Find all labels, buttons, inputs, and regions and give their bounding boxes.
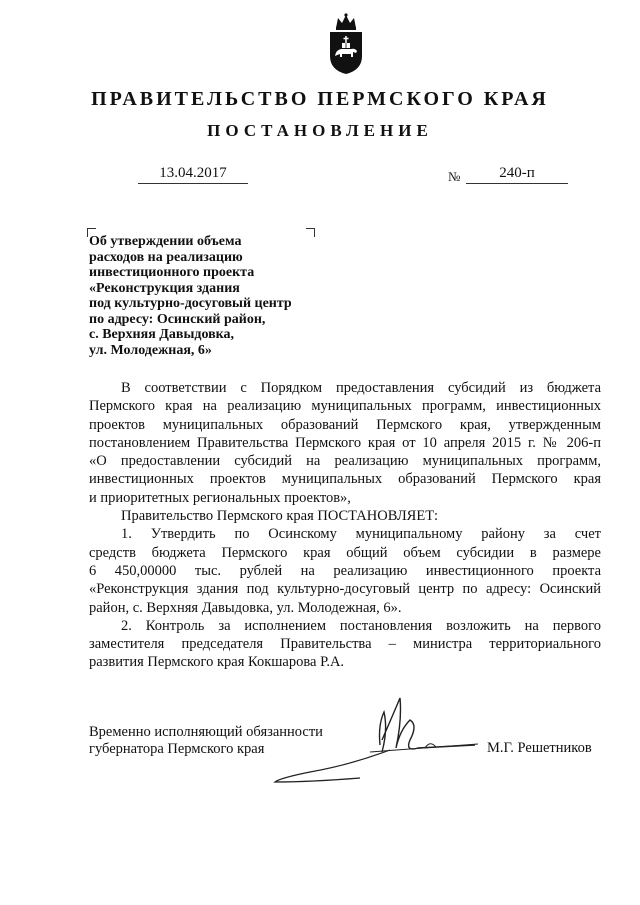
item-2-paragraph: [89, 617, 601, 672]
government-title: ПРАВИТЕЛЬСТВО ПЕРМСКОГО КРАЯ: [91, 88, 549, 110]
body-line: 6 450,00000 тыс. рублей на реализацию инвестиционного проекта: [89, 562, 601, 579]
decree-subject: [89, 234, 329, 358]
subject-line: расходов на реализацию: [89, 249, 243, 265]
subject-line: ул. Молодежная, 6»: [89, 342, 212, 358]
body-line: В соответствии с Порядком предоставления субсидий из бюджета: [121, 380, 601, 396]
body-line: постановлением Правительства Пермского края от 10 апреля 2015 г. № 206-п: [89, 434, 601, 451]
body-line: проектов муниципальных образований Пермского края, утвержденным: [89, 416, 601, 433]
resolution-clause: Правительство Пермского края ПОСТАНОВЛЯЕТ:: [121, 508, 439, 525]
subject-line: Об утверждении объема: [89, 234, 242, 249]
item-1-paragraph: [89, 525, 601, 616]
decree-number: 240-п: [466, 165, 568, 184]
body-line: заместителя председателя Правительства – министра территориального: [89, 636, 601, 653]
decree-date: 13.04.2017: [138, 165, 248, 184]
preamble-paragraph: [89, 379, 601, 507]
body-line: 1. Утвердить по Осинскому муниципальному району за счет: [121, 526, 601, 543]
subject-line: под культурно-досуговый центр: [89, 296, 292, 311]
document-type-title: ПОСТАНОВЛЕНИЕ: [207, 121, 433, 140]
coat-of-arms-icon: [327, 12, 365, 76]
subject-line: инвестиционного проекта: [89, 265, 255, 280]
position-line: Временно исполняющий обязанности: [89, 724, 323, 740]
body-line: и приоритетных региональных проектов»,: [89, 489, 351, 506]
subject-line: по адресу: Осинский район,: [89, 311, 266, 327]
signatory-name: М.Г. Решетников: [487, 740, 592, 756]
body-line: «О предоставлении субсидий на реализацию муниципальных программ,: [89, 453, 601, 470]
body-line: 2. Контроль за исполнением постановления возложить на первого: [121, 617, 601, 634]
body-line: Пермского края на реализацию муниципальных программ, инвестиционных: [89, 398, 601, 415]
number-sign: №: [448, 169, 461, 184]
decree-body: [89, 379, 601, 672]
subject-line: «Реконструкция здания: [89, 280, 240, 296]
body-line: средств бюджета Пермского края общий объем субсидии в размере: [89, 544, 601, 561]
body-line: инвестиционных проектов муниципальных образований Пермского края: [89, 471, 601, 488]
position-line: губернатора Пермского края: [89, 741, 265, 757]
subject-line: с. Верхняя Давыдовка,: [89, 327, 235, 342]
handwritten-signature-icon: [250, 690, 490, 790]
body-line: район, с. Верхняя Давыдовка, ул. Молодежная, 6».: [89, 599, 402, 616]
body-line: «Реконструкция здания под культурно-досуговый центр по адресу: Осинский: [89, 581, 601, 598]
body-line: развития Пермского края Кокшарова Р.А.: [89, 654, 345, 671]
